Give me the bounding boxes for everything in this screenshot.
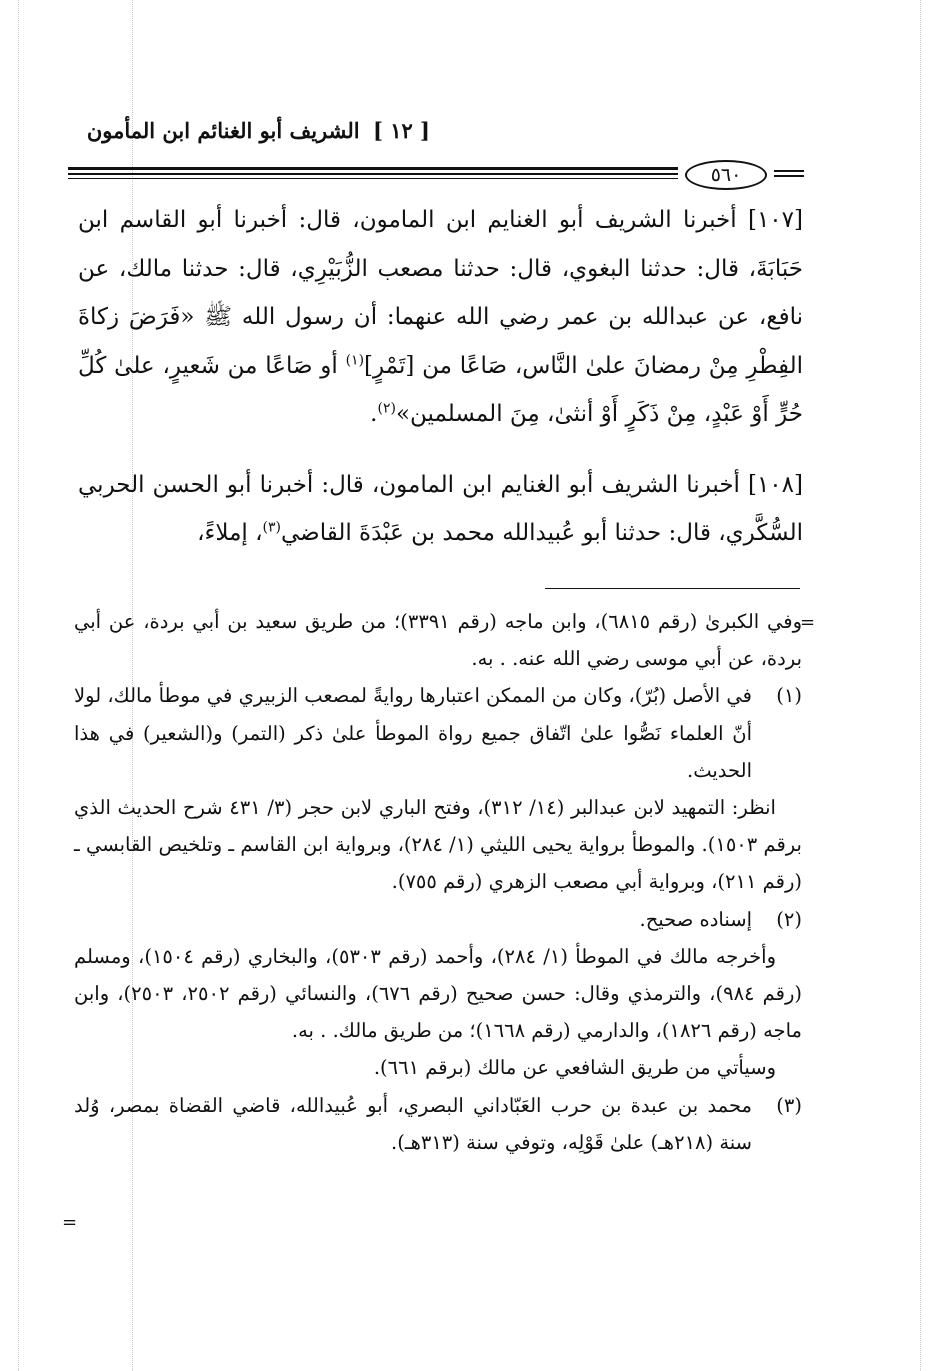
- footnote-paragraph: في الأصل (بُرّ)، وكان من الممكن اعتبارها روايةً لمصعب الزبيري في موطأ مالك، لولا أنّ العلماء نَصُّوا علىٰ اتّفاق جميع رواة الموطأ علىٰ ذكر (التمر) و(الشعير) في هذا الحديث.: [74, 684, 752, 782]
- footnote-paragraph: وسيأتي من طريق الشافعي عن مالك (برقم ٦٦١).: [373, 1056, 776, 1080]
- page-number: ٥٦٠: [685, 160, 767, 190]
- scan-guide-line: [18, 0, 19, 1371]
- continuation-mark: =: [800, 612, 816, 633]
- footnote-3: [74, 1087, 802, 1161]
- footnote-paragraph: إسناده صحيح.: [639, 907, 752, 931]
- footnote-1-continued: [74, 789, 802, 901]
- header-rule-group: [68, 160, 808, 190]
- header-rule: [68, 178, 678, 179]
- running-header: [70, 118, 430, 143]
- footnote-2-continued: [74, 938, 802, 1087]
- header-rule: [68, 167, 678, 170]
- footnotes: [74, 603, 802, 1161]
- hadith-entry-107: [78, 196, 803, 439]
- section-number: [ ١٢ ]: [372, 118, 430, 143]
- footnote-1: [74, 677, 802, 789]
- header-rule: [68, 173, 678, 175]
- footnote-paragraph: محمد بن عبدة بن حرب العَبّاداني البصري، أبو عُبيدالله، قاضي القضاة بمصر، وُلد سنة (٢١٨هـ) علىٰ قَوْلِه، وتوفي سنة (٣١٣هـ).: [74, 1093, 752, 1154]
- footnote-marker: (٣): [776, 1093, 802, 1117]
- entry-text: [١٠٨] أخبرنا الشريف أبو الغنايم ابن المامون، قال: أخبرنا أبو الحسن الحربي السُّكَّري، قال: حدثنا أبو عُبيدالله محمد بن عَبْدَةَ القاضي: [78, 471, 803, 546]
- section-title: الشريف أبو الغنائم ابن المأمون: [86, 118, 360, 143]
- continuation-mark: =: [62, 1212, 78, 1233]
- header-short-rule: [774, 170, 804, 172]
- header-short-rule: [774, 175, 804, 177]
- footnote-paragraph: انظر: التمهيد لابن عبدالبر (١٤/ ٣١٢)، وفتح الباري لابن حجر (٣/ ٤٣١ شرح الحديث الذي برقم ١٥٠٣). والموطأ برواية يحيى الليثي (١/ ٢٨٤)، وبرواية ابن القاسم ـ وتلخيص القابسي ـ (رقم ٢١١)، وبرواية أبي مصعب الزهري (رقم ٧٥٥).: [74, 796, 802, 894]
- footnote-ref: (٣): [262, 519, 281, 536]
- entry-text: .: [370, 401, 378, 427]
- footnote-2: [74, 901, 802, 938]
- footnote-marker: (١): [776, 684, 802, 708]
- footnote-ref: (٢): [377, 400, 396, 417]
- main-text: [78, 196, 803, 558]
- entry-text: ، إملاءً،: [197, 520, 263, 546]
- footnote-continuation: وفي الكبرىٰ (رقم ٦٨١٥)، وابن ماجه (رقم ٣٣٩١)؛ من طريق سعيد بن أبي بردة، عن أبي بردة، عن أبي موسى رضي الله عنه. . به.: [74, 610, 802, 671]
- footnote-separator: [545, 588, 800, 589]
- footnote-ref: (١): [345, 351, 365, 368]
- scan-guide-line: [920, 0, 921, 1371]
- entry-text: [١٠٧] أخبرنا الشريف أبو الغنايم ابن المامون، قال: أخبرنا أبو القاسم ابن حَبَابَةَ، قال: حدثنا البغوي، قال: حدثنا مصعب الزُّبَيْرِي، قال: حدثنا مالك، عن نافع، عن عبدالله بن عمر رضي الله عنهما: أن رسول الله ﷺ «فَرَضَ زكاةَ الفِطْرِ مِنْ رمضانَ علىٰ النَّاس، صَاعًا من [تَمْرٍ]: [78, 207, 803, 379]
- footnote-paragraph: وأخرجه مالك في الموطأ (١/ ٢٨٤)، وأحمد (رقم ٥٣٠٣)، والبخاري (رقم ١٥٠٤)، ومسلم (رقم ٩٨٤)، والترمذي وقال: حسن صحيح (رقم ٦٧٦)، والنسائي (رقم ٢٥٠٢، ٢٥٠٣)، وابن ماجه (رقم ١٨٢٦)، والدارمي (رقم ١٦٦٨)؛ من طريق مالك. . به.: [74, 944, 802, 1043]
- footnote-marker: (٢): [776, 907, 802, 931]
- entry-text: أو صَاعًا من شَعيرٍ، علىٰ كُلِّ حُرٍّ أَوْ عَبْدٍ، مِنْ ذَكَرٍ أَوْ أنثىٰ، مِنَ المسلمين»: [78, 352, 803, 427]
- hadith-entry-108: [78, 461, 803, 558]
